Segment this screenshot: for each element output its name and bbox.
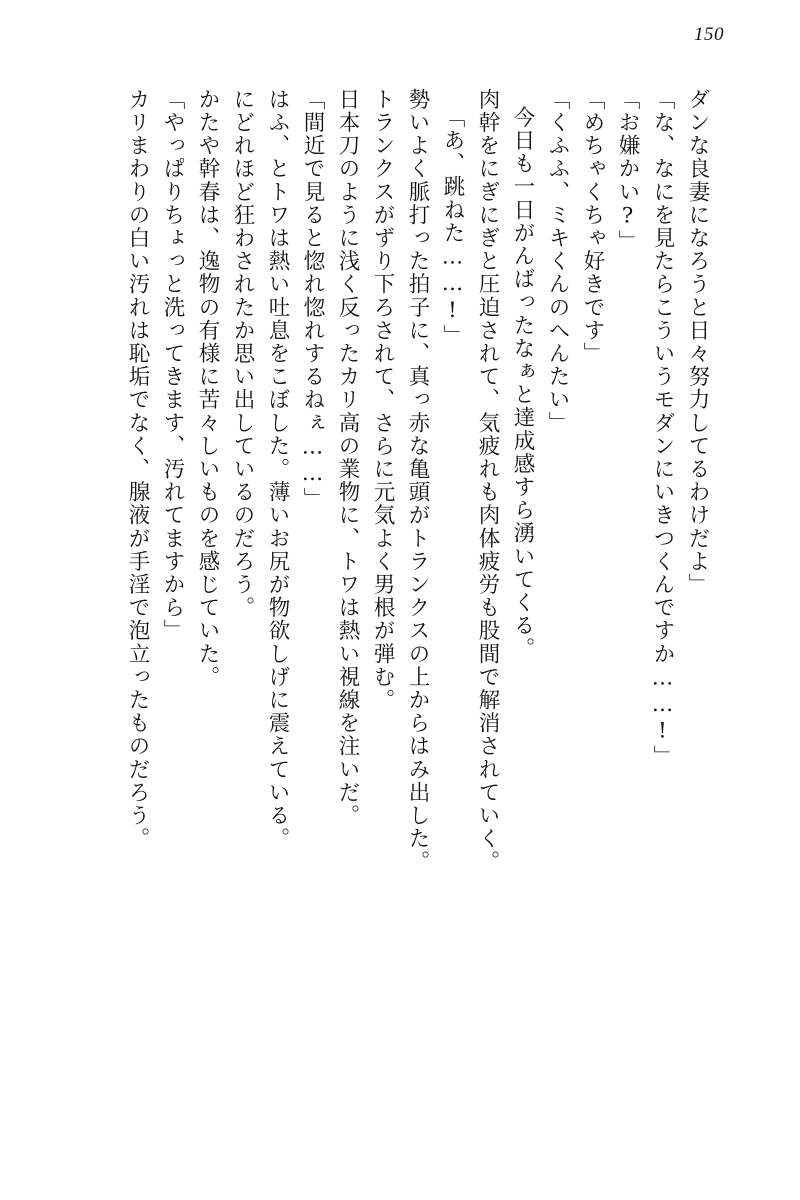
text-column: 日本刀のように浅く反ったカリ高の業物に、トワは熱い視線を注いだ。: [335, 88, 360, 828]
text-column: 勢いよく脈打った拍子に、真っ赤な亀頭がトランクスの上からはみ出した。: [405, 88, 430, 874]
page-number: 150: [694, 24, 724, 45]
text-column: トランクスがずり下ろされて、さらに元気よく男根が弾む。: [370, 88, 395, 712]
text-column: 「な、なにを見たらこういうモダンにいきつくんですか……!」: [650, 88, 675, 769]
text-column: 「くふふ、ミキくんのへんたい」: [545, 88, 570, 435]
text-column: 今日も一日がんばったなぁと達成感すら湧いてくる。: [510, 106, 535, 661]
text-column: はふ、とトワは熱い吐息をこぼした。薄いお尻が物欲しげに震えている。: [265, 88, 290, 851]
text-column: カリまわりの白い汚れは恥垢でなく、腺液が手淫で泡立ったものだろう。: [125, 88, 150, 851]
text-column: にどれほど狂わされたか思い出しているのだろう。: [230, 88, 255, 620]
text-column: 「やっぱりちょっと洗ってきます、汚れてますから」: [160, 88, 185, 643]
text-column: 肉幹をにぎにぎと圧迫されて、気疲れも肉体疲労も股間で解消されていく。: [475, 88, 500, 874]
text-column: 「あ、跳ねた……!」: [440, 106, 465, 348]
text-column: 「めちゃくちゃ好きです」: [580, 88, 605, 366]
text-column: 「間近で見ると惚れ惚れするねぇ……」: [300, 88, 325, 511]
text-column: ダンな良妻になろうと日々努力してるわけだよ」: [685, 88, 710, 597]
vertical-text-body: [52, 88, 708, 1148]
text-column: 「お嫌かい?」: [615, 88, 640, 254]
text-column: かたや幹春は、逸物の有様に苦々しいものを感じていた。: [195, 88, 220, 689]
